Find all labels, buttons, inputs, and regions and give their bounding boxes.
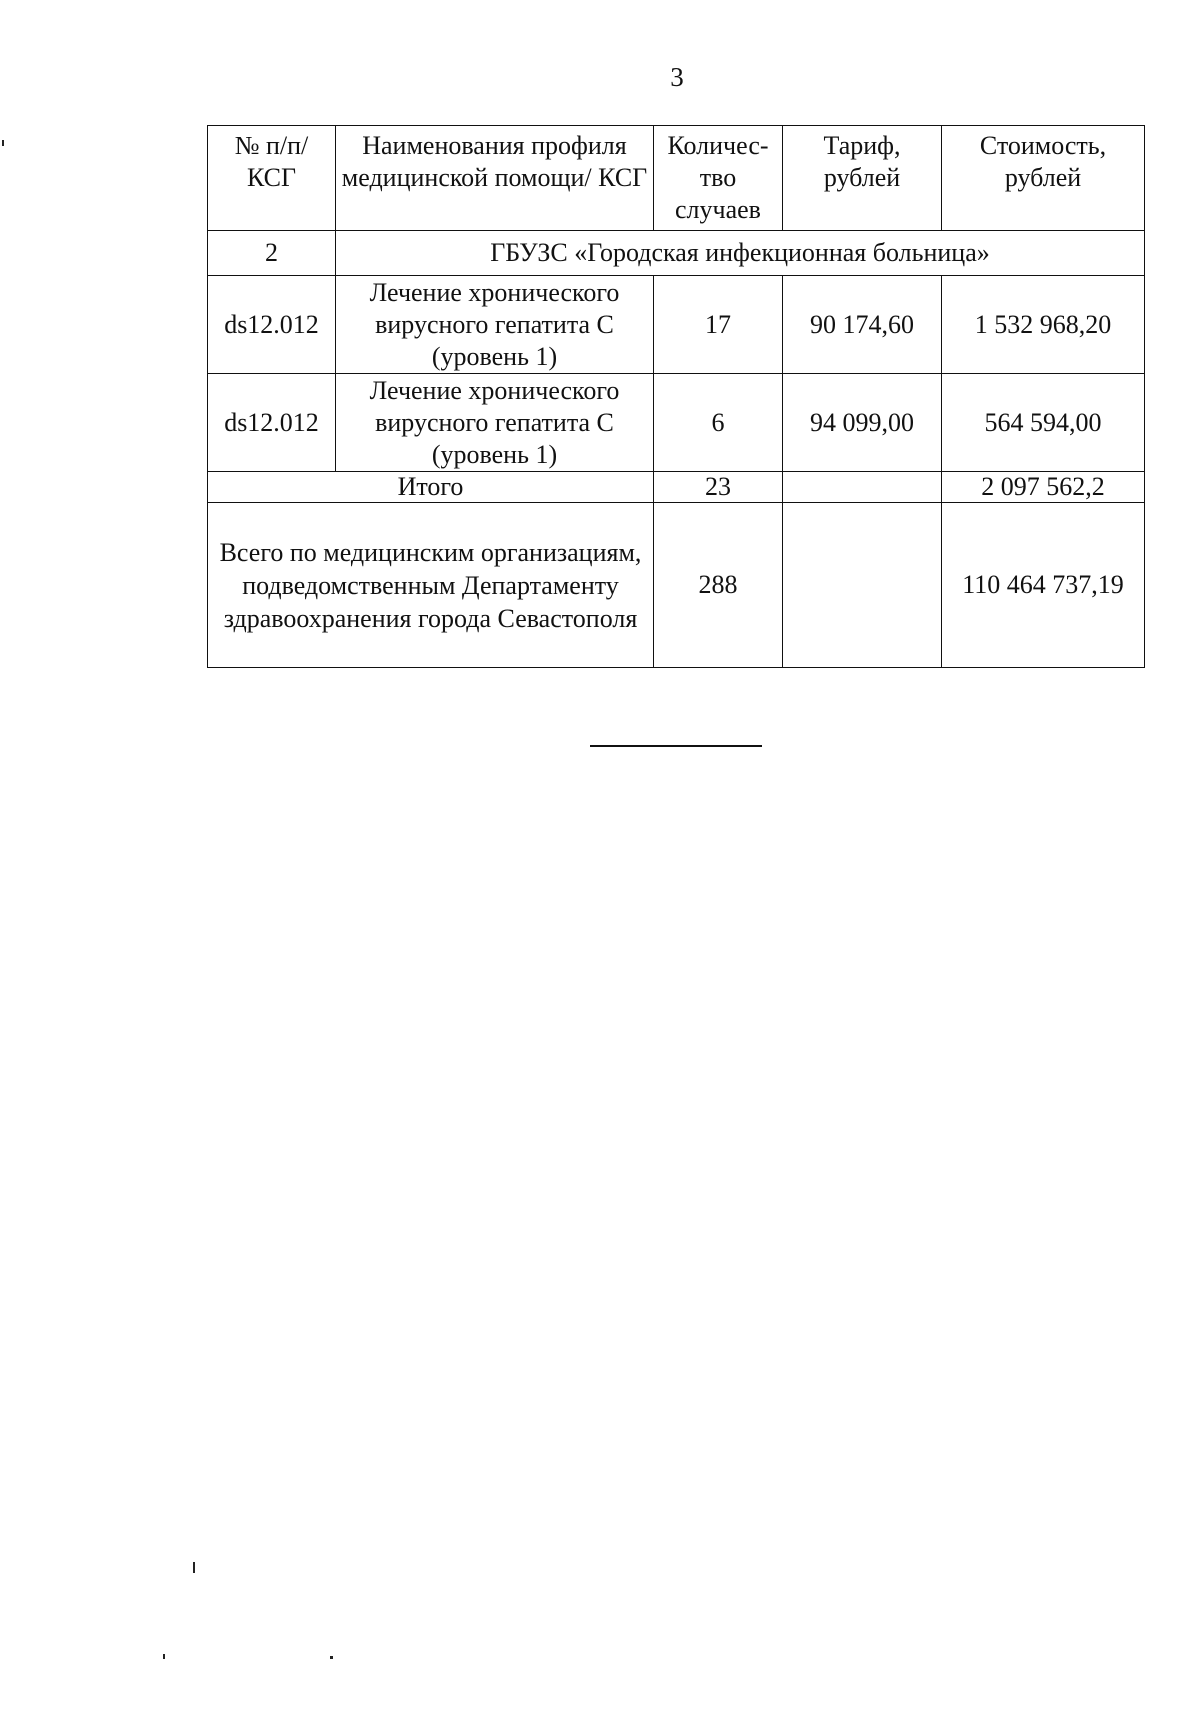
org-name: ГБУЗС «Городская инфекционная больница»: [336, 231, 1145, 276]
header-tariff: Тариф, рублей: [783, 126, 942, 231]
table-row: [208, 276, 1145, 374]
tariff-table: [207, 125, 1145, 668]
row-tariff: 90 174,60: [783, 276, 942, 374]
scan-speck: [193, 1562, 195, 1573]
row-cost: 1 532 968,20: [942, 276, 1145, 374]
row-cases: 17: [654, 276, 783, 374]
row-tariff: 94 099,00: [783, 374, 942, 472]
grand-total-row: [208, 503, 1145, 668]
header-cases: Количес-тво случаев: [654, 126, 783, 231]
grand-total-tariff-empty: [783, 503, 942, 668]
scan-speck: [330, 1656, 333, 1659]
table-row: [208, 374, 1145, 472]
header-cost: Стоимость, рублей: [942, 126, 1145, 231]
row-code: ds12.012: [208, 374, 336, 472]
row-code: ds12.012: [208, 276, 336, 374]
scan-speck: [163, 1654, 165, 1659]
end-divider-line: [590, 745, 762, 747]
itogo-row: [208, 472, 1145, 503]
row-cost: 564 594,00: [942, 374, 1145, 472]
org-row: [208, 231, 1145, 276]
itogo-cost: 2 097 562,2: [942, 472, 1145, 503]
table-header-row: [208, 126, 1145, 231]
org-number: 2: [208, 231, 336, 276]
page-number: 3: [670, 62, 684, 92]
itogo-label: Итого: [208, 472, 654, 503]
grand-total-cost: 110 464 737,19: [942, 503, 1145, 668]
grand-total-label: Всего по медицинским организациям, подведомственным Департаменту здравоохранения города Севастополя: [208, 503, 654, 668]
row-cases: 6: [654, 374, 783, 472]
header-number: № п/п/ КСГ: [208, 126, 336, 231]
itogo-tariff-empty: [783, 472, 942, 503]
itogo-cases: 23: [654, 472, 783, 503]
row-name: Лечение хронического вирусного гепатита С (уровень 1): [336, 374, 654, 472]
grand-total-cases: 288: [654, 503, 783, 668]
scan-speck: [2, 140, 4, 146]
row-name: Лечение хронического вирусного гепатита С (уровень 1): [336, 276, 654, 374]
header-profile-name: Наименования профиля медицинской помощи/ КСГ: [336, 126, 654, 231]
